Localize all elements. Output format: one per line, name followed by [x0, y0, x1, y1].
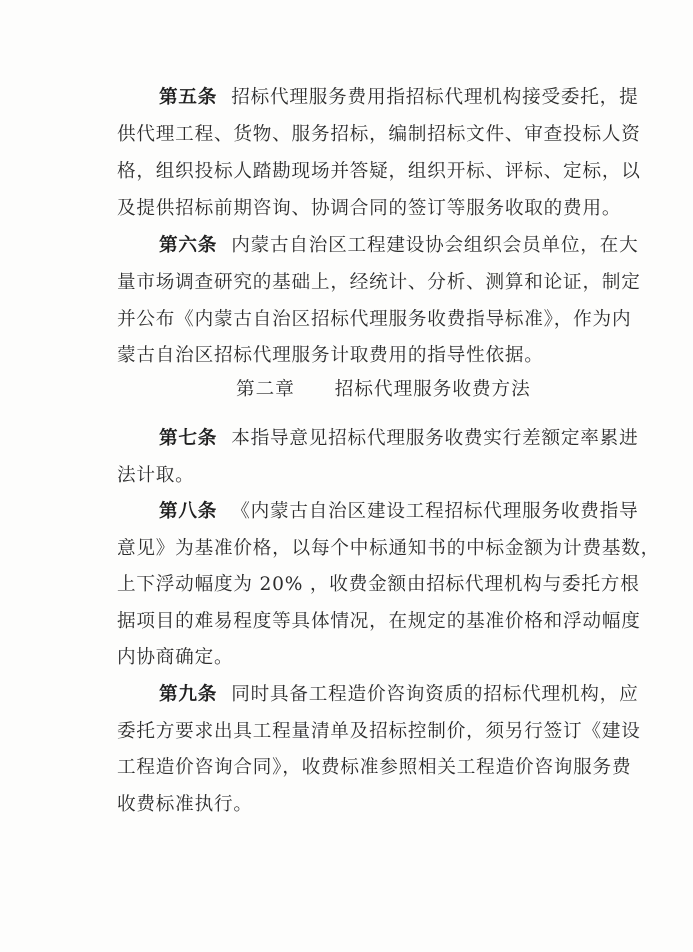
chapter-number: 第二章 [236, 379, 295, 400]
article-6-line-2: 量市场调查研究的基础上，经统计、分析、测算和论证，制定 [117, 272, 641, 293]
article-5-label: 第五条 [159, 87, 218, 108]
article-7-line-2: 法计取。 [117, 465, 195, 486]
article-7-line-1 [159, 427, 638, 451]
article-7-text: 本指导意见招标代理服务收费实行差额定率累进 [231, 428, 639, 449]
article-6-text: 内蒙古自治区工程建设协会组织会员单位，在大 [231, 235, 639, 256]
article-8-line-4: 据项目的难易程度等具体情况，在规定的基准价格和浮动幅度 [117, 611, 641, 632]
article-5-line-1 [159, 86, 638, 110]
article-9-line-4: 收费标准执行。 [117, 794, 253, 815]
chapter-title: 招标代理服务收费方法 [334, 379, 531, 400]
article-5-line-2: 供代理工程、货物、服务招标，编制招标文件、审查投标人资 [117, 124, 641, 145]
article-9-line-1 [159, 683, 638, 707]
article-6-label: 第六条 [159, 235, 218, 256]
article-8-label: 第八条 [159, 501, 218, 522]
article-8-line-3: 上下浮动幅度为 20% ，收费金额由招标代理机构与委托方根 [117, 574, 640, 595]
article-6-line-3: 并公布《内蒙古自治区招标代理服务收费指导标准》，作为内 [117, 309, 632, 330]
article-6-line-4: 蒙古自治区招标代理服务计取费用的指导性依据。 [117, 345, 544, 366]
article-9-line-3: 工程造价咨询合同》，收费标准参照相关工程造价咨询服务费 [117, 757, 632, 778]
article-9-text: 同时具备工程造价咨询资质的招标代理机构，应 [231, 684, 639, 705]
article-6-line-1 [159, 234, 638, 258]
article-9-label: 第九条 [159, 684, 218, 705]
article-5-line-4: 及提供招标前期咨询、协调合同的签订等服务收取的费用。 [117, 198, 622, 219]
chapter-heading [236, 378, 531, 402]
article-8-line-2: 意见》为基准价格，以每个中标通知书的中标金额为计费基数， [117, 538, 661, 559]
article-8-line-1 [159, 500, 638, 524]
article-5-text: 招标代理服务费用指招标代理机构接受委托，提 [231, 87, 639, 108]
article-9-line-2: 委托方要求出具工程量清单及招标控制价，须另行签订《建设 [117, 721, 641, 742]
article-5-line-3: 格，组织投标人踏勘现场并答疑，组织开标、评标、定标，以 [117, 161, 641, 182]
article-8-text: 《内蒙古自治区建设工程招标代理服务收费指导 [231, 501, 639, 522]
article-8-line-5: 内协商确定。 [117, 647, 234, 668]
article-7-label: 第七条 [159, 428, 218, 449]
